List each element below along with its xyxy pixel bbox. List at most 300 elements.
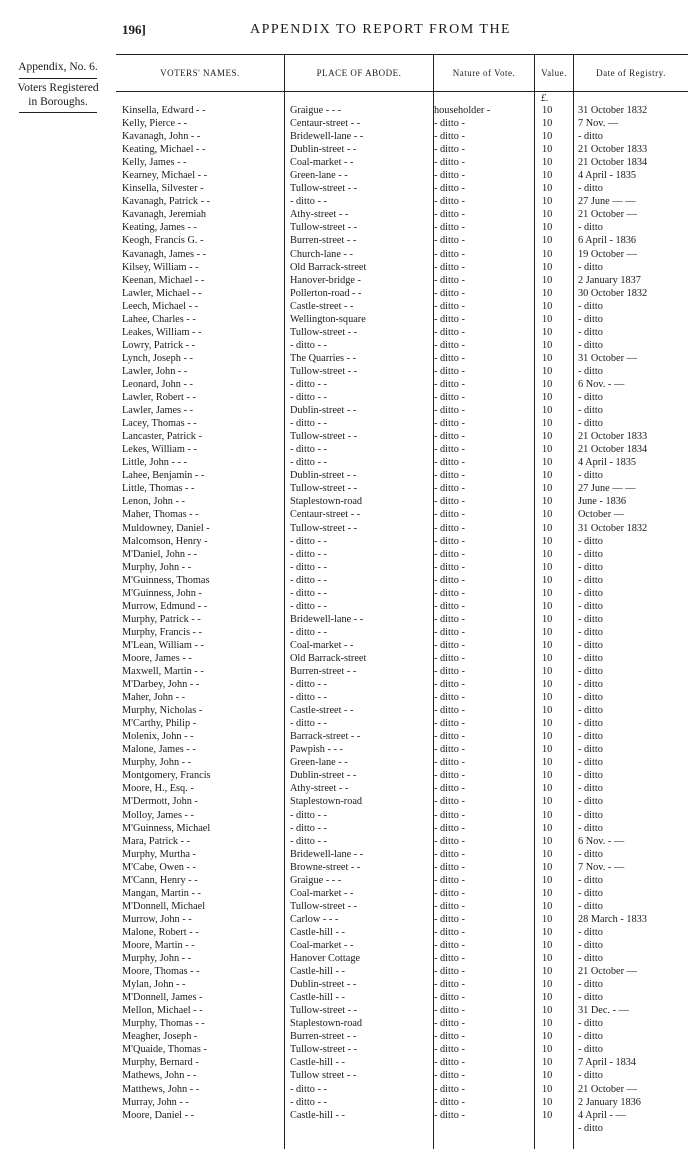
voter-name: M'Guinness, John - [122, 587, 202, 599]
place-of-abode: Church-lane - - [290, 248, 353, 260]
nature-of-vote: - ditto - [434, 809, 465, 821]
place-of-abode: Tullow-street - - [290, 1044, 358, 1056]
registry-date: - ditto [578, 692, 603, 704]
voter-name: Lowry, Patrick - - [122, 339, 196, 351]
table-row [116, 352, 688, 365]
voter-name: M'Dermott, John - [122, 796, 198, 808]
registry-date: - ditto [578, 535, 603, 547]
voter-name: Mangan, Martin - - [122, 887, 201, 899]
vote-value: 10 [542, 313, 553, 325]
place-of-abode: Tullow street - - [290, 1070, 357, 1082]
registry-date: 21 October — [578, 209, 637, 221]
vote-value: 10 [542, 1070, 553, 1082]
nature-of-vote: - ditto - [434, 692, 465, 704]
voter-name: Kelly, James - - [122, 157, 187, 169]
voter-name: M'Carthy, Philip - [122, 718, 197, 730]
voter-name: Leonard, John - - [122, 378, 193, 390]
voter-name: Molloy, James - - [122, 809, 194, 821]
table-row [116, 952, 688, 965]
place-of-abode: Athy-street - - [290, 783, 349, 795]
nature-of-vote: - ditto - [434, 1005, 465, 1017]
voter-name: Moore, James - - [122, 652, 192, 664]
place-of-abode: - ditto - - [290, 339, 327, 351]
voter-name: Maher, Thomas - - [122, 509, 199, 521]
nature-of-vote: - ditto - [434, 157, 465, 169]
registry-date: 31 October 1832 [578, 522, 648, 534]
registry-date: 27 June — — [578, 483, 636, 495]
voter-name: M'Lean, William - - [122, 639, 204, 651]
nature-of-vote: - ditto - [434, 1109, 465, 1121]
voter-name: Little, John - - - [122, 457, 187, 469]
table-row [116, 195, 688, 208]
registry-date: - ditto [578, 613, 603, 625]
nature-of-vote: - ditto - [434, 979, 465, 991]
table-row [116, 508, 688, 521]
nature-of-vote: - ditto - [434, 639, 465, 651]
nature-of-vote: - ditto - [434, 248, 465, 260]
registry-date: 21 October 1833 [578, 144, 648, 156]
table-row [116, 756, 688, 769]
voter-name: Kavanagh, James - - [122, 248, 207, 260]
voter-name: Murphy, Patrick - - [122, 613, 201, 625]
registry-date: - ditto [578, 261, 603, 273]
vote-value: 10 [542, 287, 553, 299]
table-header [116, 54, 688, 92]
place-of-abode: Wellington-square [290, 313, 366, 325]
registry-date: - ditto [578, 770, 603, 782]
table-row [116, 769, 688, 782]
table-row [116, 939, 688, 952]
table-row [116, 1004, 688, 1017]
place-of-abode: Hanover Cottage [290, 953, 361, 965]
nature-of-vote: - ditto - [434, 131, 465, 143]
registry-date: - ditto [578, 744, 603, 756]
registry-date: - ditto [578, 639, 603, 651]
registry-date: 4 April - — [578, 1109, 626, 1121]
vote-value: 10 [542, 848, 553, 860]
vote-value: 10 [542, 105, 553, 116]
table-row [116, 809, 688, 822]
place-of-abode: Coal-market - - [290, 940, 354, 951]
table-row [116, 300, 688, 313]
nature-of-vote: - ditto - [434, 887, 465, 899]
registry-date: - ditto [578, 131, 603, 143]
registry-date: - ditto [578, 900, 603, 912]
vote-value: 10 [542, 483, 553, 495]
nature-of-vote: - ditto - [434, 1057, 465, 1069]
nature-of-vote: - ditto - [434, 1070, 465, 1082]
nature-of-vote: - ditto - [434, 613, 465, 625]
voter-name: Leakes, William - - [122, 326, 202, 338]
vote-value: 10 [542, 431, 553, 443]
table-row [116, 848, 688, 861]
table-row [116, 482, 688, 495]
vote-value: 10 [542, 953, 553, 965]
vote-value: 10 [542, 940, 553, 951]
header-value: Value. [541, 67, 567, 78]
registry-date: - ditto [578, 783, 603, 795]
table-row [116, 221, 688, 234]
table-row [116, 822, 688, 835]
voter-name: Montgomery, Francis [122, 770, 211, 782]
vote-value: 10 [542, 261, 553, 273]
registry-date: 28 March - 1833 [578, 913, 647, 925]
voter-name: Maxwell, Martin - - [122, 666, 204, 678]
registry-date: 2 January 1836 [578, 1096, 641, 1108]
place-of-abode: Athy-street - - [290, 209, 349, 221]
table-row [116, 1043, 688, 1056]
place-of-abode: Staplestown-road [290, 1018, 363, 1030]
place-of-abode: - ditto - - [290, 1096, 327, 1108]
nature-of-vote: - ditto - [434, 718, 465, 730]
vote-value: 10 [542, 209, 553, 221]
place-of-abode: Bridewell-lane - - [290, 131, 364, 143]
place-of-abode: Castle-hill - - [290, 926, 345, 938]
side-note-rule-bottom [19, 112, 97, 113]
place-of-abode: Old Barrack-street [290, 652, 367, 664]
nature-of-vote: - ditto - [434, 235, 465, 247]
place-of-abode: Castle-hill - - [290, 1109, 345, 1121]
registry-date: - ditto [578, 1018, 603, 1030]
table-row [116, 730, 688, 743]
registry-date: - ditto [578, 926, 603, 938]
table-row [116, 1017, 688, 1030]
registry-date: 21 October — [578, 1083, 637, 1095]
vote-value: 10 [542, 783, 553, 795]
vote-value: 10 [542, 718, 553, 730]
vote-value: 10 [542, 822, 553, 834]
registry-date: - ditto [578, 652, 603, 664]
voter-name: Murphy, Francis - - [122, 626, 202, 638]
table-row [116, 691, 688, 704]
vote-value: 10 [542, 1044, 553, 1056]
table-row [116, 1069, 688, 1082]
table-row [116, 234, 688, 247]
nature-of-vote: - ditto - [434, 652, 465, 664]
table-row [116, 378, 688, 391]
nature-of-vote: - ditto - [434, 757, 465, 769]
registry-date: 6 April - 1836 [578, 235, 637, 247]
table-row [116, 587, 688, 600]
vote-value: 10 [542, 405, 553, 417]
nature-of-vote: - ditto - [434, 535, 465, 547]
table-row [116, 143, 688, 156]
place-of-abode: - ditto - - [290, 444, 327, 456]
voter-name: Murphy, John - - [122, 561, 192, 573]
side-note-rule [19, 78, 97, 79]
registry-date: - ditto [578, 222, 603, 234]
table-row [116, 743, 688, 756]
voter-name: Lawler, Robert - - [122, 392, 196, 404]
vote-value: 10 [542, 1109, 553, 1121]
registry-date: - ditto [578, 470, 603, 482]
nature-of-vote: - ditto - [434, 900, 465, 912]
vote-value: 10 [542, 561, 553, 573]
nature-of-vote: - ditto - [434, 509, 465, 521]
registry-date: 7 April - 1834 [578, 1057, 637, 1069]
voter-name: Lahee, Benjamin - - [122, 470, 205, 482]
vote-value: 10 [542, 666, 553, 678]
vote-value: 10 [542, 861, 553, 873]
place-of-abode: Centaur-street - - [290, 509, 361, 521]
place-of-abode: Graigue - - - [290, 874, 342, 886]
place-of-abode: Green-lane - - [290, 170, 348, 182]
registry-date: - ditto [578, 679, 603, 691]
voter-name: Kelly, Pierce - - [122, 118, 188, 130]
voter-name: Molenix, John - - [122, 731, 194, 743]
place-of-abode: - ditto - - [290, 718, 327, 730]
nature-of-vote: - ditto - [434, 392, 465, 404]
voter-name: Lacey, Thomas - - [122, 418, 197, 430]
nature-of-vote: - ditto - [434, 861, 465, 873]
voter-name: Mathews, John - - [122, 1070, 197, 1082]
nature-of-vote: - ditto - [434, 170, 465, 182]
nature-of-vote: - ditto - [434, 287, 465, 299]
table-row [116, 495, 688, 508]
table-row [116, 169, 688, 182]
nature-of-vote: - ditto - [434, 144, 465, 156]
table-row [116, 443, 688, 456]
place-of-abode: Staplestown-road [290, 496, 363, 508]
nature-of-vote: - ditto - [434, 626, 465, 638]
place-of-abode: Castle-street - - [290, 705, 354, 717]
registry-date: October — [578, 509, 625, 521]
place-of-abode: Hanover-bridge - [290, 274, 361, 286]
place-of-abode: Pawpish - - - [290, 744, 343, 756]
place-of-abode: Bridewell-lane - - [290, 848, 364, 860]
vote-value: 10 [542, 235, 553, 247]
nature-of-vote: - ditto - [434, 222, 465, 234]
table-row [116, 1122, 688, 1135]
vote-value: 10 [542, 1083, 553, 1095]
place-of-abode: Burren-street - - [290, 235, 357, 247]
voter-rows [116, 104, 688, 1135]
nature-of-vote: - ditto - [434, 496, 465, 508]
nature-of-vote: - ditto - [434, 300, 465, 312]
nature-of-vote: - ditto - [434, 352, 465, 364]
nature-of-vote: - ditto - [434, 1096, 465, 1108]
vote-value: 10 [542, 457, 553, 469]
header-names: VOTERS' NAMES. [160, 67, 240, 78]
voter-name: Lahee, Charles - - [122, 313, 196, 325]
voter-name: Lekes, William - - [122, 444, 197, 456]
table-row [116, 404, 688, 417]
nature-of-vote: - ditto - [434, 770, 465, 782]
nature-of-vote: - ditto - [434, 209, 465, 221]
table-row [116, 613, 688, 626]
voter-name: Mylan, John - - [122, 979, 186, 991]
table-row [116, 339, 688, 352]
table-row [116, 639, 688, 652]
currency-symbol: £. [541, 93, 549, 104]
nature-of-vote: - ditto - [434, 731, 465, 743]
nature-of-vote: - ditto - [434, 574, 465, 586]
voter-name: Matthews, John - - [122, 1083, 200, 1095]
place-of-abode: Castle-street - - [290, 300, 354, 312]
place-of-abode: Tullow-street - - [290, 431, 358, 443]
vote-value: 10 [542, 587, 553, 599]
table-row [116, 1030, 688, 1043]
nature-of-vote: - ditto - [434, 274, 465, 286]
table-row [116, 1109, 688, 1122]
vote-value: 10 [542, 496, 553, 508]
place-of-abode: Browne-street - - [290, 861, 361, 873]
place-of-abode: - ditto - - [290, 378, 327, 390]
nature-of-vote: - ditto - [434, 848, 465, 860]
vote-value: 10 [542, 600, 553, 612]
voter-name: Kinsella, Silvester - [122, 183, 204, 195]
place-of-abode: Dublin-street - - [290, 144, 357, 156]
place-of-abode: Staplestown-road [290, 796, 363, 808]
table-row [116, 365, 688, 378]
table-row [116, 182, 688, 195]
voter-name: Moore, Daniel - - [122, 1109, 195, 1121]
voter-name: Malone, Robert - - [122, 926, 199, 938]
place-of-abode: Tullow-street - - [290, 900, 358, 912]
registry-date: 2 January 1837 [578, 274, 641, 286]
registry-date: - ditto [578, 548, 603, 560]
vote-value: 10 [542, 652, 553, 664]
vote-value: 10 [542, 992, 553, 1004]
table-row [116, 874, 688, 887]
place-of-abode: - ditto - - [290, 809, 327, 821]
nature-of-vote: - ditto - [434, 1018, 465, 1030]
nature-of-vote: - ditto - [434, 339, 465, 351]
table-row [116, 900, 688, 913]
place-of-abode: Burren-street - - [290, 666, 357, 678]
voter-name: M'Guinness, Thomas [122, 574, 210, 586]
place-of-abode: - ditto - - [290, 835, 327, 847]
vote-value: 10 [542, 626, 553, 638]
registry-date: 7 Nov. - — [578, 861, 625, 873]
table-row [116, 861, 688, 874]
place-of-abode: - ditto - - [290, 392, 327, 404]
table-row [116, 704, 688, 717]
voter-name: Lawler, James - - [122, 405, 194, 417]
vote-value: 10 [542, 926, 553, 938]
nature-of-vote: - ditto - [434, 561, 465, 573]
place-of-abode: Dublin-street - - [290, 470, 357, 482]
vote-value: 10 [542, 326, 553, 338]
place-of-abode: Barrack-street - - [290, 731, 361, 743]
table-row [116, 665, 688, 678]
registry-date: 7 Nov. — [578, 118, 619, 130]
nature-of-vote: - ditto - [434, 926, 465, 938]
vote-value: 10 [542, 966, 553, 978]
nature-of-vote: - ditto - [434, 913, 465, 925]
table-row [116, 1056, 688, 1069]
voter-name: Malcomson, Henry - [122, 535, 208, 547]
place-of-abode: Bridewell-lane - - [290, 613, 364, 625]
table-row [116, 1083, 688, 1096]
voter-name: Kavanagh, John - - [122, 131, 201, 143]
vote-value: 10 [542, 796, 553, 808]
registry-date: - ditto [578, 313, 603, 325]
nature-of-vote: - ditto - [434, 365, 465, 377]
table-row [116, 782, 688, 795]
side-note [6, 60, 110, 113]
nature-of-vote: - ditto - [434, 196, 465, 208]
registry-date: - ditto [578, 796, 603, 808]
place-of-abode: Castle-hill - - [290, 992, 345, 1004]
vote-value: 10 [542, 900, 553, 912]
nature-of-vote: - ditto - [434, 705, 465, 717]
side-note-line1: Appendix, No. 6. [18, 61, 98, 73]
nature-of-vote: - ditto - [434, 261, 465, 273]
place-of-abode: - ditto - - [290, 600, 327, 612]
running-title: APPENDIX TO REPORT FROM THE [250, 22, 512, 37]
registry-date: - ditto [578, 300, 603, 312]
voter-name: Murrow, John - - [122, 913, 192, 925]
table-row [116, 430, 688, 443]
vote-value: 10 [542, 639, 553, 651]
table-row [116, 626, 688, 639]
table-row [116, 913, 688, 926]
voter-name: Lawler, John - - [122, 365, 188, 377]
voter-name: Kilsey, William - - [122, 261, 199, 273]
registry-date: 27 June — — [578, 196, 636, 208]
table-row [116, 835, 688, 848]
voter-name: Leech, Michael - - [122, 300, 199, 312]
table-row [116, 652, 688, 665]
registry-date: - ditto [578, 392, 603, 404]
registry-date: - ditto [578, 405, 603, 417]
nature-of-vote: - ditto - [434, 522, 465, 534]
place-of-abode: - ditto - - [290, 1083, 327, 1095]
vote-value: 10 [542, 509, 553, 521]
vote-value: 10 [542, 1096, 553, 1108]
registry-date: - ditto [578, 731, 603, 743]
place-of-abode: Pollerton-road - - [290, 287, 362, 299]
nature-of-vote: - ditto - [434, 183, 465, 195]
registry-date: - ditto [578, 561, 603, 573]
place-of-abode: Tullow-street - - [290, 222, 358, 234]
nature-of-vote: - ditto - [434, 1083, 465, 1095]
nature-of-vote: householder - [434, 105, 491, 116]
voter-name: Murphy, Nicholas - [122, 705, 203, 717]
voter-name: M'Daniel, John - - [122, 548, 198, 560]
registry-date: - ditto [578, 626, 603, 638]
voter-name: Murphy, Bernard - [122, 1057, 199, 1069]
table-row [116, 717, 688, 730]
nature-of-vote: - ditto - [434, 992, 465, 1004]
vote-value: 10 [542, 770, 553, 782]
registry-date: - ditto [578, 809, 603, 821]
table-row [116, 456, 688, 469]
page-number: 196] [122, 22, 146, 37]
vote-value: 10 [542, 222, 553, 234]
registry-date: - ditto [578, 822, 603, 834]
voter-name: Moore, Martin - - [122, 940, 195, 951]
voter-name: M'Guinness, Michael [122, 822, 211, 834]
vote-value: 10 [542, 378, 553, 390]
nature-of-vote: - ditto - [434, 835, 465, 847]
nature-of-vote: - ditto - [434, 118, 465, 130]
place-of-abode: Tullow-street - - [290, 1005, 358, 1017]
table-row [116, 130, 688, 143]
registry-date: - ditto [578, 992, 603, 1004]
voter-name: Murphy, Murtha - [122, 848, 196, 860]
vote-value: 10 [542, 548, 553, 560]
voter-name: Murphy, Thomas - - [122, 1018, 205, 1030]
header-nature: Nature of Vote. [452, 67, 516, 78]
side-note-line2: Voters Registered [17, 82, 99, 94]
vote-value: 10 [542, 731, 553, 743]
table-row [116, 274, 688, 287]
vote-value: 10 [542, 522, 553, 534]
place-of-abode: Tullow-street - - [290, 365, 358, 377]
voter-name: Murrow, Edmund - - [122, 600, 208, 612]
